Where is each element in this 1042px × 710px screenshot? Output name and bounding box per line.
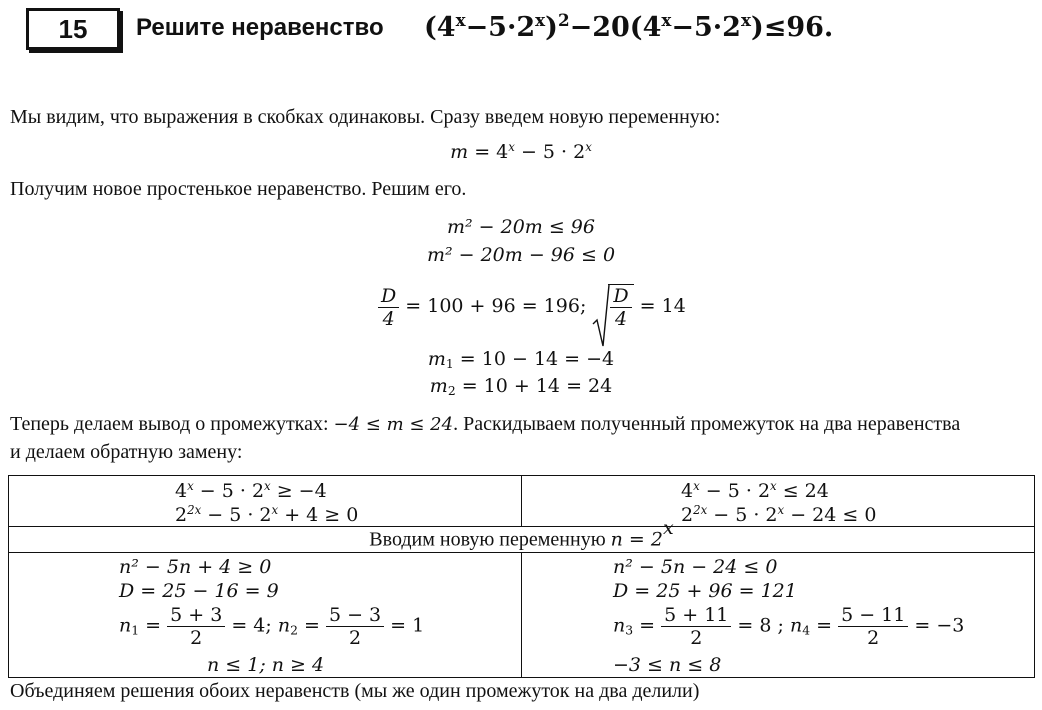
right-bottom-line-2: D = 25 + 96 = 121 bbox=[613, 580, 797, 602]
left-bottom-line-2: D = 25 − 16 = 9 bbox=[119, 580, 279, 602]
interval-expression: −4 ≤ m ≤ 24 bbox=[333, 414, 454, 435]
task-label: Решите неравенство bbox=[136, 14, 384, 41]
table-row-divider-1 bbox=[9, 526, 1034, 527]
inequality-2: m² − 20m − 96 ≤ 0 bbox=[426, 244, 616, 266]
left-bottom-roots: $n_1$ = $\frac{5 + 3}{2}$ = 4; $n_2$ = $\frac{5 - 3}{2}$ = 1 bbox=[119, 604, 425, 649]
right-top-line-2: $2^{2x} - 5 \cdot 2^x - 24 \le 0$ bbox=[681, 502, 877, 526]
right-top-line-1: $4^x - 5 \cdot 2^x \le 24$ bbox=[681, 478, 829, 502]
left-top-line-1: $4^x - 5 \cdot 2^x \ge -4$ bbox=[175, 478, 327, 502]
table-divider-bottom bbox=[521, 552, 522, 678]
solution-table bbox=[8, 475, 1035, 678]
new-variable-row: Вводим новую переменную $n = 2^x$ bbox=[369, 517, 674, 551]
left-top-line-2: $2^{2x} - 5 \cdot 2^x + 4 \ge 0$ bbox=[175, 502, 359, 526]
inequality-1: m² − 20m ≤ 96 bbox=[446, 216, 595, 238]
task-expression: $(4^x-5\cdot 2^x)^2-20(4^x-5\cdot 2^x)\le 96$. bbox=[424, 9, 834, 43]
sqrt-symbol: $\frac{D}{4}$ bbox=[592, 284, 633, 330]
final-text: Объединяем решения обоих неравенств (мы же один промежуток на два делили) bbox=[10, 680, 700, 702]
intro-text: Мы видим, что выражения в скобках одинаковы. Сразу введем новую переменную: bbox=[10, 106, 721, 128]
right-bottom-line-1: n² − 5n − 24 ≤ 0 bbox=[613, 556, 778, 578]
root-m2: $m_2 = 10 + 14 = 24$ bbox=[429, 375, 613, 399]
left-bottom-line-1: n² − 5n + 4 ≥ 0 bbox=[119, 556, 272, 578]
task-number-box bbox=[26, 8, 120, 50]
substitution-formula: $m = 4^x - 5 \cdot 2^x$ bbox=[450, 139, 592, 163]
task-number: 15 bbox=[58, 14, 88, 44]
right-bottom-line-4: −3 ≤ n ≤ 8 bbox=[613, 654, 722, 676]
left-bottom-line-4: n ≤ 1; n ≥ 4 bbox=[207, 654, 325, 676]
conclusion-line-1: Теперь делаем вывод о промежутках: −4 ≤ m ≤ 24. Раскидываем полученный промежуток на два неравенства bbox=[10, 413, 961, 435]
table-divider-top bbox=[521, 476, 522, 526]
d-over-4-fraction: $\frac{D}{4}$ bbox=[378, 285, 399, 330]
root-m1: $m_1 = 10 - 14 = -4$ bbox=[427, 348, 615, 372]
new-inequality-text: Получим новое простенькое неравенство. Решим его. bbox=[10, 178, 467, 200]
conclusion-line-2: и делаем обратную замену: bbox=[10, 441, 243, 463]
discriminant-formula: $\frac{D}{4}$ = 100 + 96 = 196; $\frac{D}{4}$ = 14 bbox=[378, 284, 686, 330]
right-bottom-roots: $n_3$ = $\frac{5 + 11}{2}$ = 8 ; $n_4$ = $\frac{5 - 11}{2}$ = −3 bbox=[613, 604, 965, 649]
